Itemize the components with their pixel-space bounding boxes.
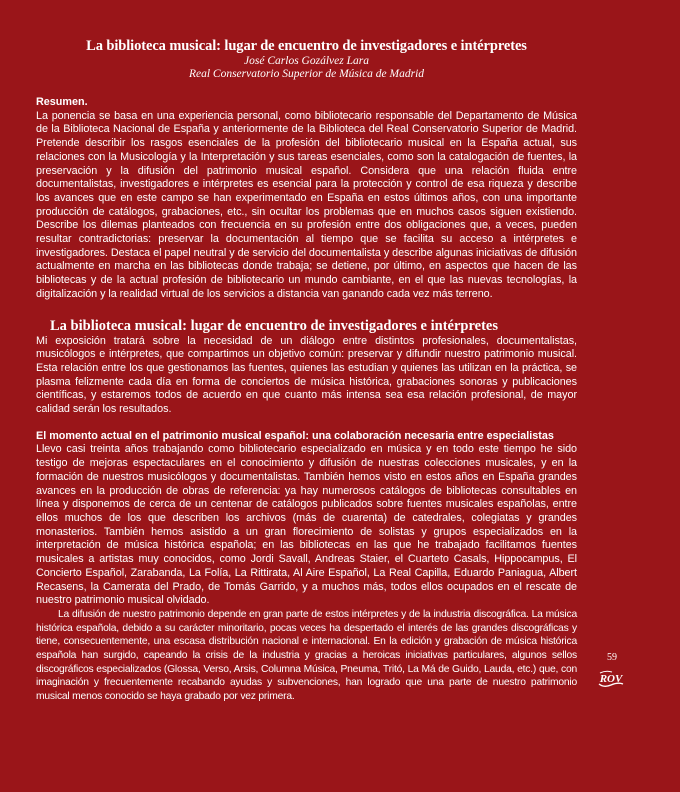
publisher-logo-icon (596, 668, 626, 690)
article-title: La biblioteca musical: lugar de encuentro de investigadores e intérpretes (86, 38, 527, 54)
page-content (36, 38, 577, 704)
page-number: 59 (607, 652, 617, 663)
section-paragraph-1: Llevo casi treinta años trabajando como bibliotecario especializado en música y en todo este tiempo he sido testigo de mejoras espectaculares en el conocimiento y difusión de nuestras colecciones musicales, y en la formación de nuestros musicólogos y documentalistas. También hemos visto en estos años en España grandes avances en la producción de obras de referencia: ya hay numerosos catálogos de bibliotecas consultables en línea y disponemos de cerca de un centenar de catálogos publicados sobre fuentes musicales españolas, entre ellos muchos de los que describen los archivos (más de cuarenta) de catedrales, colegiatas y grandes monasterios. También hemos asistido a un gran florecimiento de solistas y grupos especializados en la interpretación de música histórica española; en las bibliotecas en las que he trabajado facilitamos fuentes musicales a artistas muy conocidos, como Jordi Savall, Andreas Staier, el Cuarteto Casals, Hippocampus, El Concierto Español, Zarabanda, La Folía, La Rittirata, Al Aire Español, La Real Capilla, Eduardo Paniagua, Albert Recasens, la Camerata del Prado, de Tomás Garrido, y a muchos más, todos ellos ocupados en el rescate de nuestro patrimonio musical olvidado. (36, 443, 577, 607)
publisher-logo-text: ROV (599, 673, 623, 685)
abstract-heading: Resumen. (36, 96, 88, 108)
author-institution: Real Conservatorio Superior de Música de Madrid (188, 68, 425, 80)
section-heading-current-moment: El momento actual en el patrimonio musical español: una colaboración necesaria entre especialistas (36, 429, 554, 442)
section-intro-text: Mi exposición tratará sobre la necesidad de un diálogo entre distintos profesionales, documentalistas, musicólogos e intérpretes, que compartimos un objetivo común: preservar y difundir nuestro patrimonio musical. Esta relación entre los que gestionamos las fuentes, quienes las estudian y quienes las utilizan en la práctica, se plasma felizmente cada día en forma de conciertos de música histórica, grabaciones sonoras y publicaciones científicas, y estaremos todos de acuerdo en que cuanto más intensa sea esa relación profesional, de mayor calidad serán los resultados. (36, 334, 577, 416)
author-name: José Carlos Gozálvez Lara (244, 55, 369, 67)
abstract-text: La ponencia se basa en una experiencia personal, como bibliotecario responsable del Departamento de Música de la Biblioteca Nacional de España y anteriormente de la Biblioteca del Real Conservatorio Superior de Madrid. Pretende describir los rasgos esenciales de la profesión del bibliotecario musical en la España actual, sus relaciones con la Musicología y la Interpretación y sus tareas esenciales, como son la catalogación de fuentes, la preservación y la difusión del patrimonio musical español. Considera que una relación fluida entre documentalistas, investigadores e intérpretes es esencial para la protección y control de esa riqueza y describe los avances que en este campo se han experimentado en España en estos últimos años, con una importante producción de catálogos, grabaciones, etc., sin ocultar los problemas que en muchos casos siguen existiendo. Describe los dilemas planteados con frecuencia en su profesión entre dos obligaciones que, a veces, pueden resultar contradictorias: preservar la documentación al tiempo que se facilita su acceso a intérpretes e investigadores. Destaca el papel neutral y de servicio del documentalista y describe algunas iniciativas de difusión actualmente en marcha en las bibliotecas donde trabaja; se detiene, por último, en aspectos que hacen de las bibliotecas y de la actual profesión de bibliotecario un mundo cambiante, en el que las nuevas tecnologías, la digitalización y la realidad virtual de los servicios a distancia van ganando cada vez más terreno. (36, 109, 577, 300)
section-heading-main: La biblioteca musical: lugar de encuentro de investigadores e intérpretes (50, 317, 498, 334)
section-paragraph-2: La difusión de nuestro patrimonio depende en gran parte de estos intérpretes y de la industria discográfica. La música histórica española, debido a su carácter minoritario, pocas veces ha despertado el interés de las grandes discográficas y tiene, consecuentemente, una escasa distribución nacional e internacional. En la edición y grabación de música histórica española han surgido, capeando la crisis de la industria y gracias a heroicas iniciativas particulares, algunos sellos discográficos especializados (Glossa, Verso, Arsis, Columna Música, Pneuma, Tritó, La Má de Guido, Lauda, etc.) que, con imaginación y frecuentemente recabando ayudas y subvenciones, han logrado que una parte de nuestro patrimonio musical menos conocido se haya grabado por vez primera. (36, 608, 577, 703)
